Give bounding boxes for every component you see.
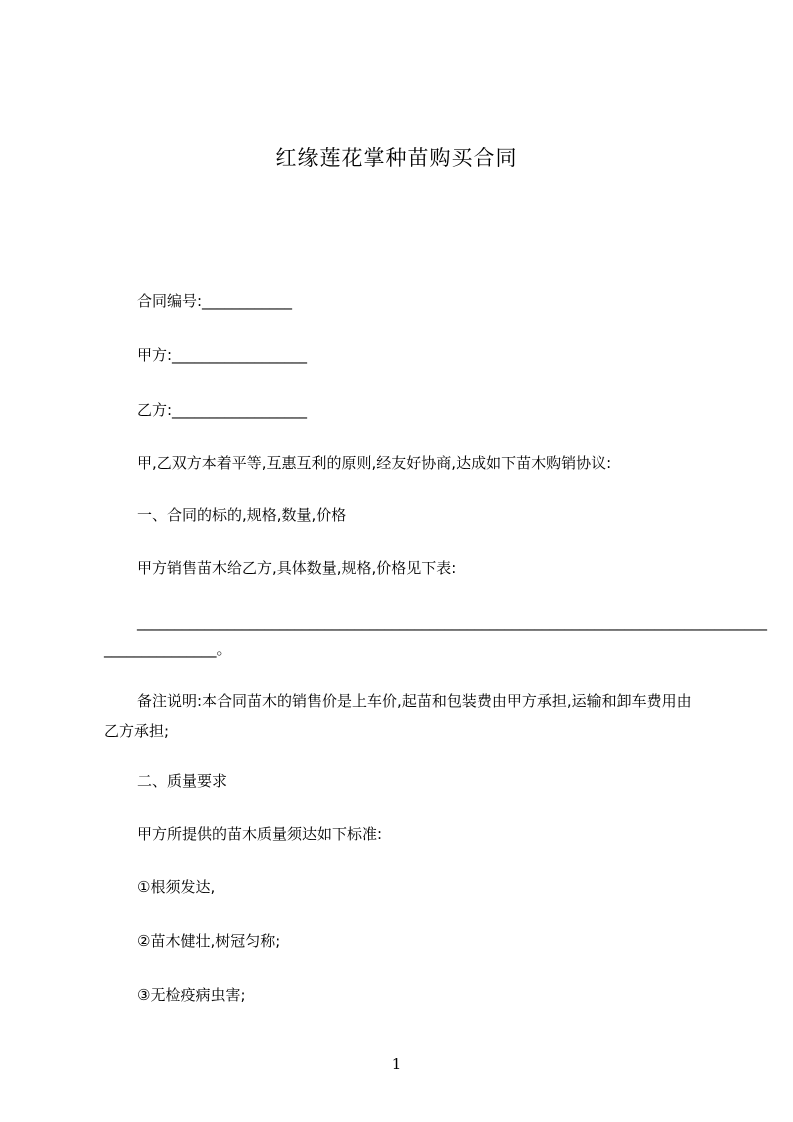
section-2-text: 甲方所提供的苗木质量须达如下标准:	[137, 825, 383, 843]
table-blank-line: ____________________________________________________________________________________	[137, 613, 767, 631]
party-b-field: 乙方:__________________	[137, 401, 308, 419]
section-1-text: 甲方销售苗木给乙方,具体数量,规格,价格见下表:	[137, 559, 457, 577]
section-2-heading: 二、质量要求	[137, 772, 228, 790]
quality-item-3: ③无检疫病虫害;	[137, 986, 246, 1004]
document-title: 红缘莲花掌种苗购买合同	[275, 146, 518, 170]
quality-item-1: ①根须发达,	[137, 878, 216, 896]
section-1-heading: 一、合同的标的,规格,数量,价格	[137, 506, 347, 524]
contract-number-field: 合同编号:____________	[137, 292, 293, 310]
party-a-field: 甲方:__________________	[137, 346, 308, 364]
note-paragraph: 备注说明:本合同苗木的销售价是上车价,起苗和包装费由甲方承担,运输和卸车费用由乙方承担;	[104, 692, 692, 740]
intro-paragraph: 甲,乙双方本着平等,互惠互利的原则,经友好协商,达成如下苗木购销协议:	[137, 454, 612, 472]
table-blank-line-end: _______________。	[104, 640, 232, 658]
quality-item-2: ②苗木健壮,树冠匀称;	[137, 932, 281, 950]
page-number: 1	[391, 1055, 402, 1073]
